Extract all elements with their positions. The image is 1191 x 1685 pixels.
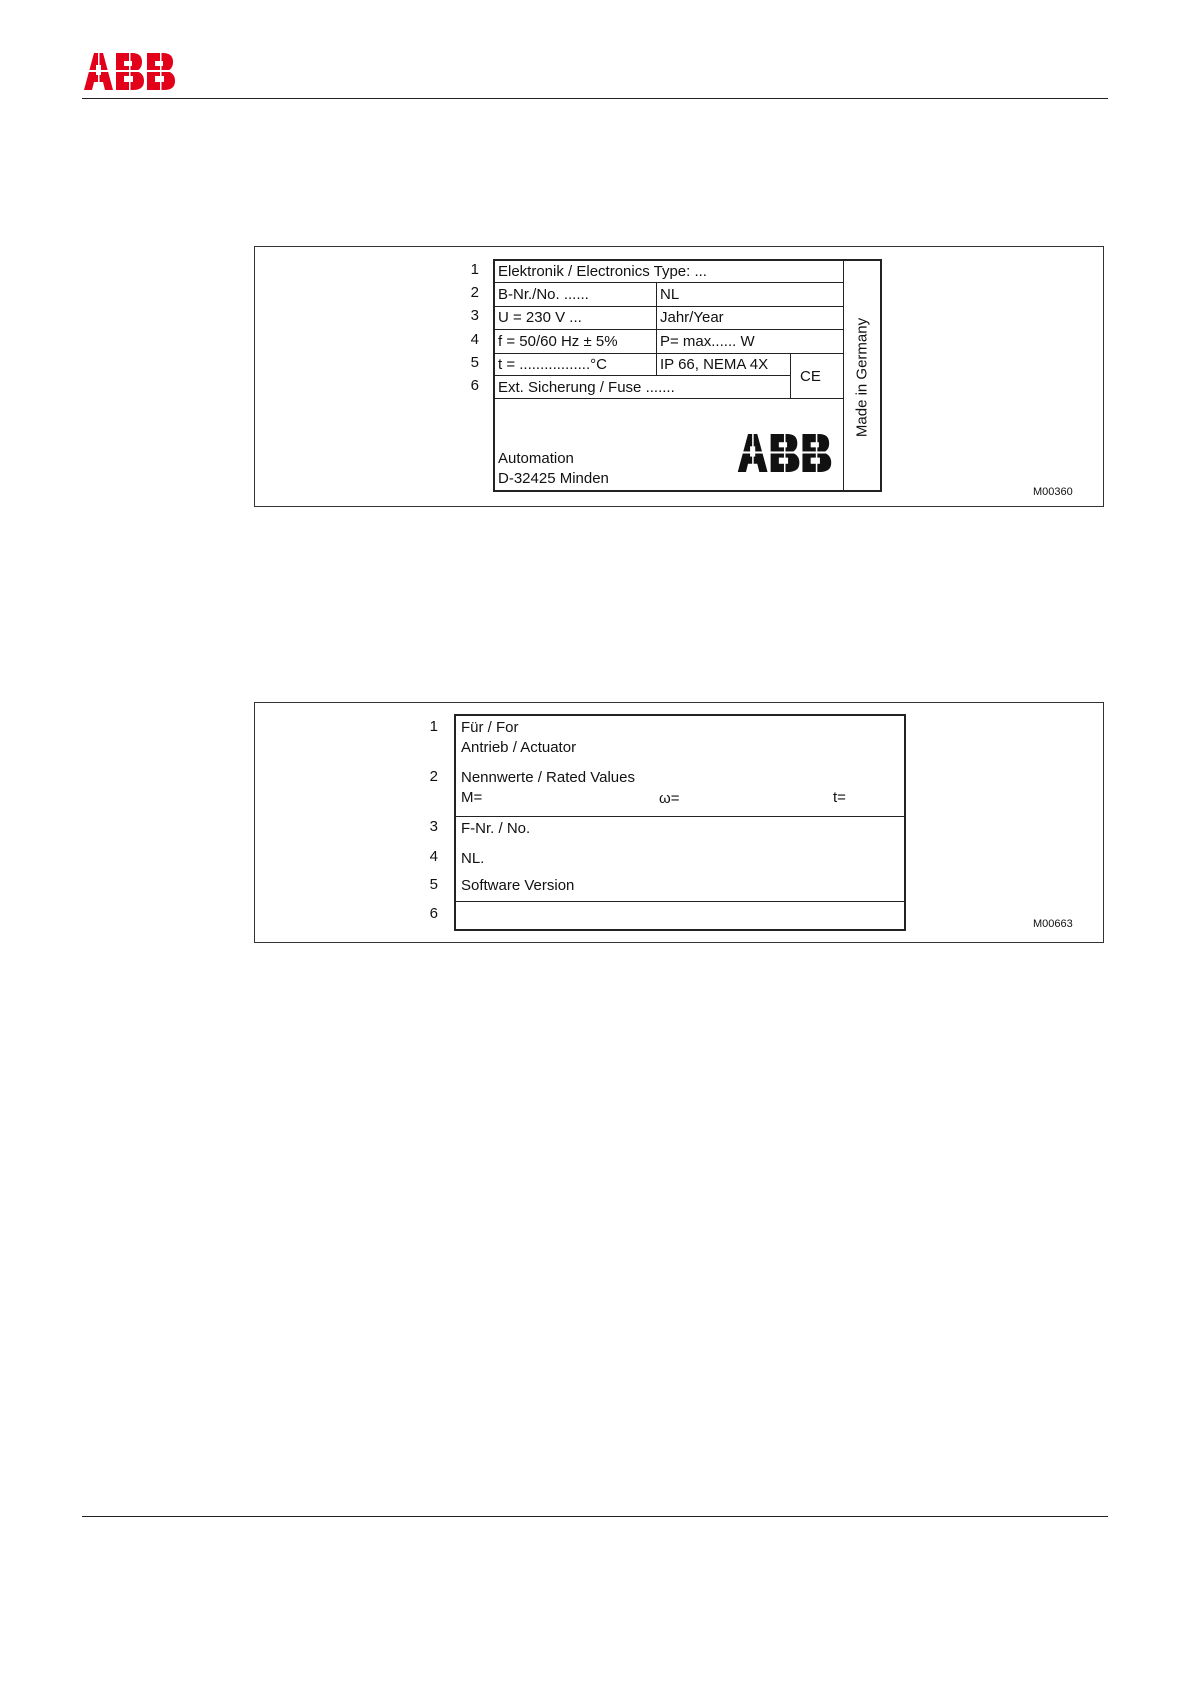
nameplate-figure-actuator [254, 702, 1104, 943]
nl-label: NL. [461, 850, 485, 867]
row-number: 6 [470, 377, 479, 394]
fuse-label: Ext. Sicherung / Fuse ....... [498, 379, 675, 396]
year-label: Jahr/Year [660, 309, 724, 326]
ip-rating-label: IP 66, NEMA 4X [660, 356, 769, 373]
nl-label: NL [660, 286, 680, 303]
address-label: D-32425 Minden [498, 470, 609, 487]
row-number: 2 [470, 284, 479, 301]
frequency-label: f = 50/60 Hz ± 5% [498, 333, 618, 350]
abb-plate-logo [737, 434, 833, 472]
time-label: t= [833, 789, 846, 806]
speed-label: ω= [659, 790, 680, 807]
temperature-label: t = .................°C [498, 356, 607, 373]
type-label: Elektronik / Electronics Type: ... [498, 263, 707, 280]
row-number: 5 [429, 876, 438, 893]
actuator-label: Antrieb / Actuator [461, 739, 577, 756]
nameplate-actuator [454, 714, 906, 931]
row-number: 3 [470, 307, 479, 324]
for-label: Für / For [461, 719, 519, 736]
serial-number-label: B-Nr./No. ...... [498, 286, 589, 303]
row-number: 3 [429, 818, 438, 835]
row-number: 6 [429, 905, 438, 922]
made-in-label: Made in Germany [853, 317, 871, 438]
row-number: 4 [470, 331, 479, 348]
rated-values-label: Nennwerte / Rated Values [461, 769, 635, 786]
row-number: 4 [429, 848, 438, 865]
fnr-label: F-Nr. / No. [461, 820, 531, 837]
figure-id: M00360 [1033, 486, 1073, 498]
header-rule [82, 98, 1108, 99]
software-version-label: Software Version [461, 877, 575, 894]
voltage-label: U = 230 V ... [498, 309, 582, 326]
nameplate-electronics [493, 259, 882, 492]
ce-mark: CE [800, 368, 821, 385]
power-label: P= max...... W [660, 333, 755, 350]
footer-rule [82, 1516, 1108, 1517]
row-number: 2 [429, 768, 438, 785]
row-number: 5 [470, 354, 479, 371]
row-number: 1 [470, 261, 479, 278]
nameplate-figure-electronics [254, 246, 1104, 507]
torque-label: M= [461, 789, 483, 806]
automation-label: Automation [498, 450, 574, 467]
row-number: 1 [429, 718, 438, 735]
figure-id: M00663 [1033, 918, 1073, 930]
abb-logo [84, 53, 176, 90]
